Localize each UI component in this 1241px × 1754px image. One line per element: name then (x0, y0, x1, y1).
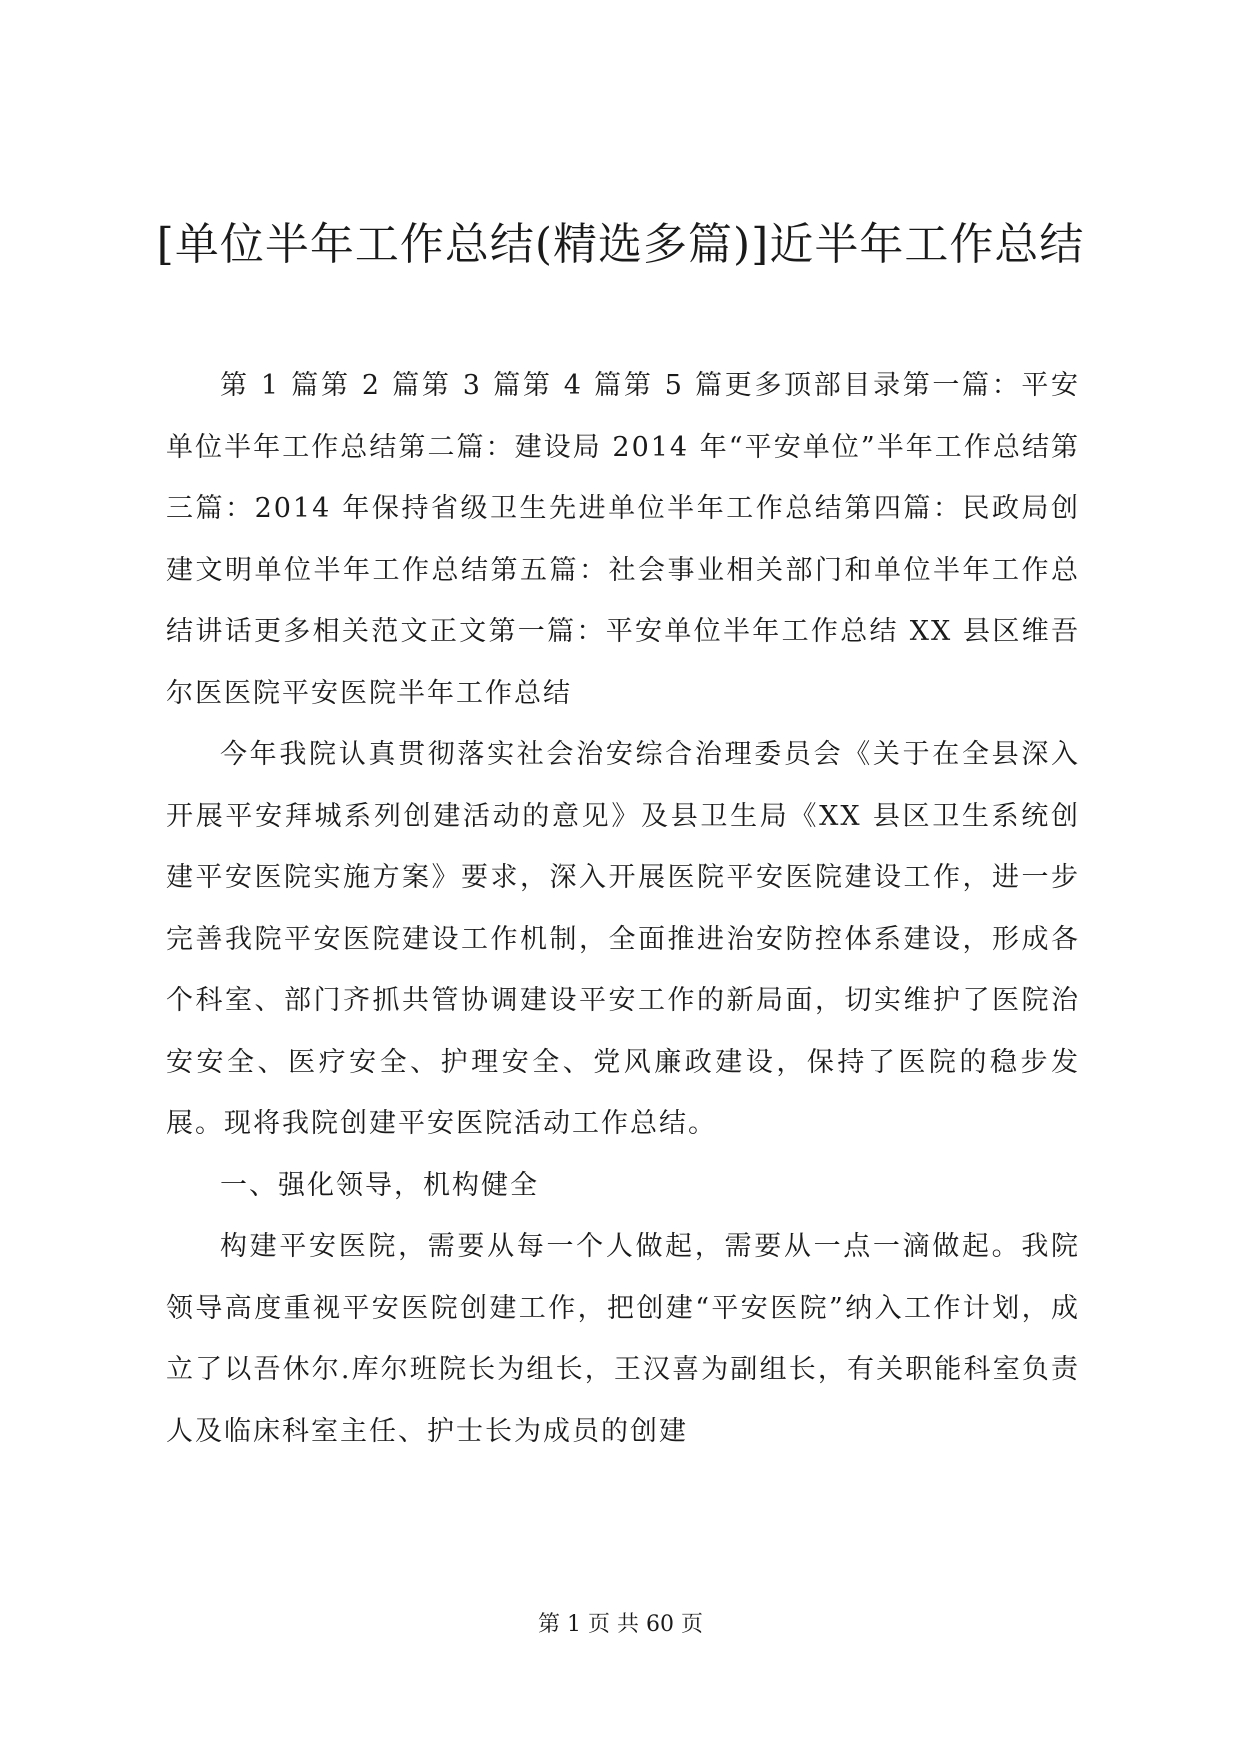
paragraph-table-of-contents: 第 1 篇第 2 篇第 3 篇第 4 篇第 5 篇更多顶部目录第一篇：平安单位半年工作总结第二篇：建设局 2014 年“平安单位”半年工作总结第三篇：2014 年保持省级卫生先进单位半年工作总结第四篇：民政局创建文明单位半年工作总结第五篇：社会事业相关部门和单位半年工作总结讲话更多相关范文正文第一篇：平安单位半年工作总结 XX 县区维吾尔医医院平安医院半年工作总结 (166, 370, 1080, 709)
paragraph-section-1: 构建平安医院，需要从每一个人做起，需要从一点一滴做起。我院领导高度重视平安医院创建工作，把创建“平安医院”纳入工作计划，成立了以吾休尔.库尔班院长为组长，王汉喜为副组长，有关职能科室负责人及临床科室主任、护士长为成员的创建 (166, 1231, 1080, 1447)
page-number-footer: 第 1 页 共 60 页 (538, 1612, 703, 1637)
document-title: [单位半年工作总结(精选多篇)]近半年工作总结 (156, 219, 1085, 270)
document-body (166, 355, 1080, 1462)
section-heading-1: 一、强化领导，机构健全 (220, 1169, 539, 1201)
paragraph-introduction: 今年我院认真贯彻落实社会治安综合治理委员会《关于在全县深入开展平安拜城系列创建活动的意见》及县卫生局《XX 县区卫生系统创建平安医院实施方案》要求，深入开展医院平安医院建设工作，进一步完善我院平安医院建设工作机制，全面推进治安防控体系建设，形成各个科室、部门齐抓共管协调建设平安工作的新局面，切实维护了医院治安安全、医疗安全、护理安全、党风廉政建设，保持了医院的稳步发展。现将我院创建平安医院活动工作总结。 (166, 739, 1080, 1139)
